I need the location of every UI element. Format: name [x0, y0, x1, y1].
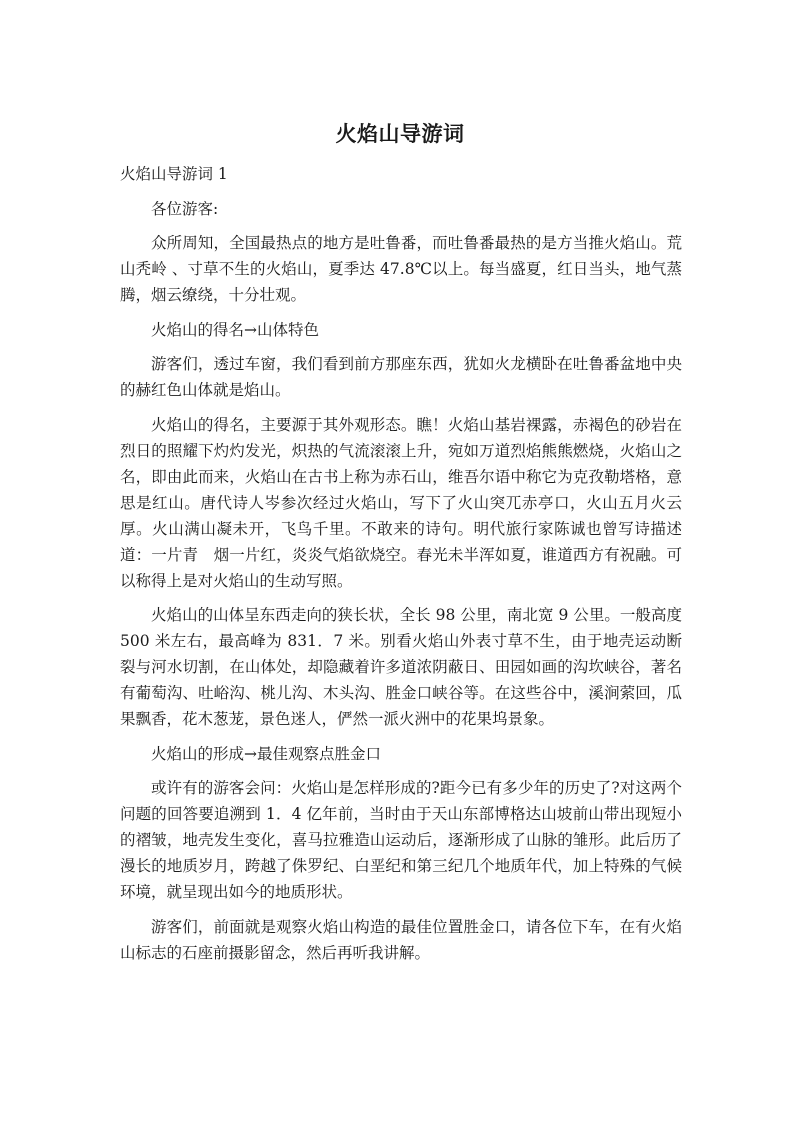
document-title: 火焰山导游词 — [335, 122, 465, 146]
document-body — [120, 161, 682, 966]
paragraph: 或许有的游客会问：火焰山是怎样形成的?距今已有多少年的历史了?对这两个问题的回答要追溯到 1．4 亿年前，当时由于天山东部博格达山坡前山带出现短小的褶皱，地壳发生变化，喜马拉雅造山运动后，逐渐形成了山脉的雏形。此后历了漫长的地质岁月，跨越了侏罗纪、白垩纪和第三纪几个地质年代，加上特殊的气候环境，就呈现出如今的地质形状。 — [120, 779, 682, 901]
greeting: 各位游客: — [151, 199, 219, 218]
paragraph: 游客们，透过车窗，我们看到前方那座东西，犹如火龙横卧在吐鲁番盆地中央的赫红色山体就是焰山。 — [120, 355, 682, 399]
subheading: 火焰山的得名→山体特色 — [151, 320, 319, 339]
subheading: 火焰山的形成→最佳观察点胜金口 — [151, 744, 381, 763]
paragraph: 火焰山的山体呈东西走向的狭长状，全长 98 公里，南北宽 9 公里。一般高度 500 米左右，最高峰为 831．7 米。别看火焰山外表寸草不生，由于地壳运动断裂与河水切割，在山体处，却隐藏着许多道浓阴蔽日、田园如画的沟坎峡谷，著名有葡萄沟、吐峪沟、桃儿沟、木头沟、胜金口峡谷等。在这些谷中，溪涧萦回，瓜果飘香，花木葱茏，景色迷人，俨然一派火洲中的花果坞景象。 — [120, 606, 682, 728]
paragraph: 众所周知，全国最热点的地方是吐鲁番，而吐鲁番最热的是方当推火焰山。荒山秃岭 、寸草不生的火焰山，夏季达 47.8℃以上。每当盛夏，红日当头，地气蒸腾，烟云缭绕，十分壮观。 — [120, 234, 682, 304]
section-heading: 火焰山导游词 1 — [120, 165, 228, 183]
paragraph: 游客们，前面就是观察火焰山构造的最佳位置胜金口，请各位下车，在有火焰山标志的石座前摄影留念，然后再听我讲解。 — [120, 917, 682, 962]
paragraph: 火焰山的得名，主要源于其外观形态。瞧！火焰山基岩裸露，赤褐色的砂岩在烈日的照耀下灼灼发光，炽热的气流滚滚上升，宛如万道烈焰熊熊燃烧，火焰山之名，即由此而来，火焰山在古书上称为赤石山，维吾尔语中称它为克孜勒塔格，意思是红山。唐代诗人岑参次经过火焰山，写下了火山突兀赤亭口，火山五月火云厚。火山满山凝未开，飞鸟千里。不敢来的诗句。明代旅行家陈诚也曾写诗描述道：一片青 烟一片红，炎炎气焰欲烧空。春光未半浑如夏，谁道西方有祝融。可以称得上是对火焰山的生动写照。 — [120, 415, 682, 590]
